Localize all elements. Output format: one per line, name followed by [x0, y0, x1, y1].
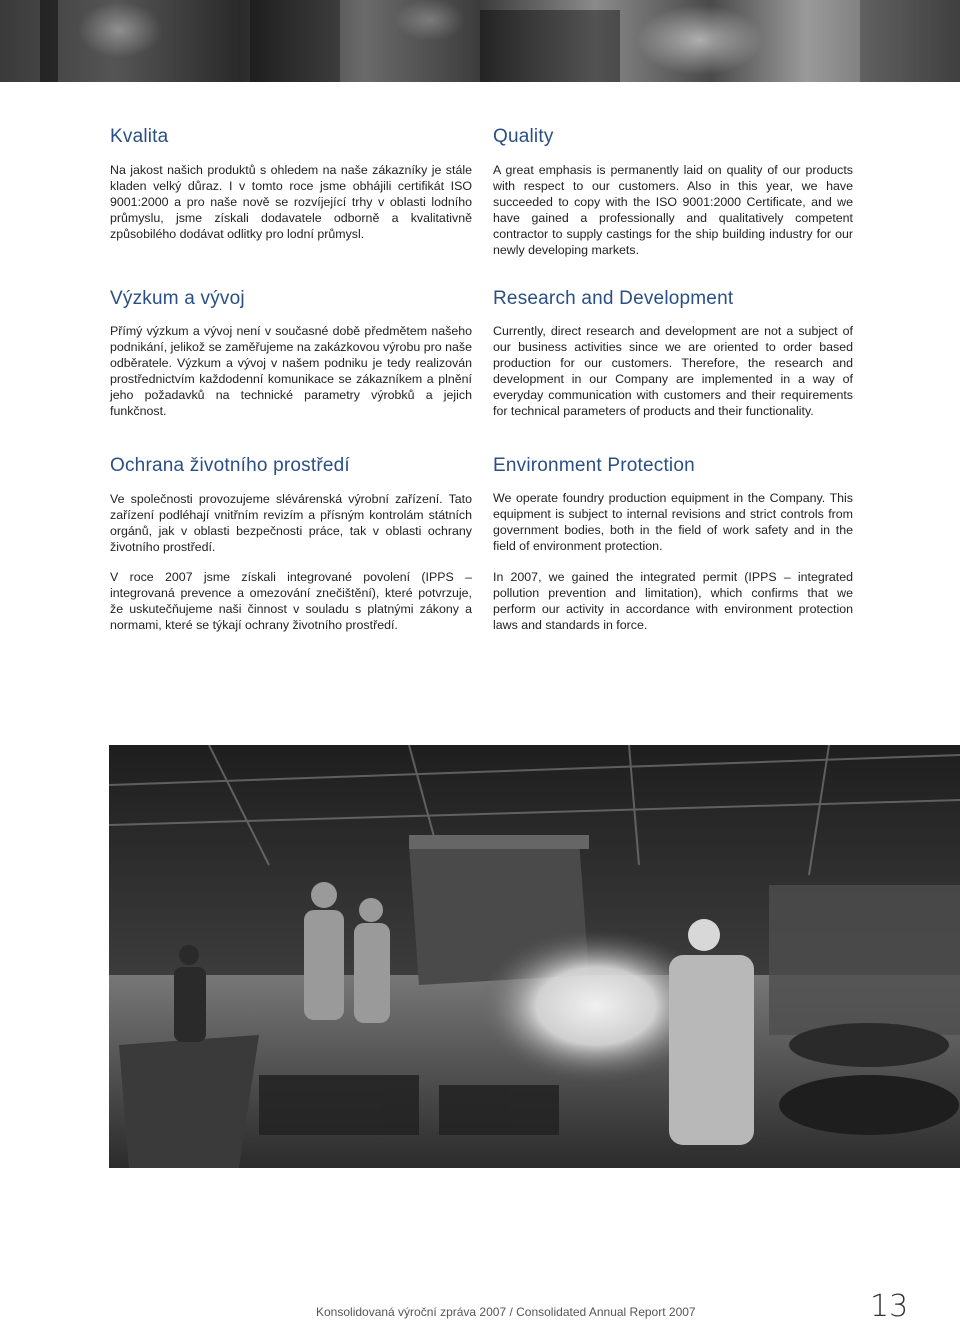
environment-text-cz-2: V roce 2007 jsme získali integrované povolení (IPPS – integrovaná prevence a omezování znečištění), které potvrzuje, že uskutečňujeme naši činnost v souladu s platnými zákony a normami, které se týkají ochrany životního prostředí. — [110, 570, 472, 632]
photo-shadow — [250, 0, 340, 82]
header-photo-strip — [0, 0, 960, 82]
research-heading-cz: Výzkum a vývoj — [110, 288, 245, 309]
quality-heading-en: Quality — [493, 126, 554, 147]
report-title: Konsolidovaná výroční zpráva 2007 / Consolidated Annual Report 2007 — [316, 1305, 696, 1319]
environment-text-en-1: We operate foundry production equipment in the Company. This equipment is subject to internal revisions and strict controls from government bodies, both in the field of work safety and in the field of environment protection. — [493, 491, 853, 553]
environment-heading-cz: Ochrana životního prostředí — [110, 455, 350, 476]
research-heading-en: Research and Development — [493, 288, 734, 309]
foundry-photo — [109, 745, 960, 1168]
environment-text-cz-1: Ve společnosti provozujeme slévárenská výrobní zařízení. Tato zařízení podléhají vnitřním revizím a přísným kontrolám státních orgánů, jak v oblasti bezpečnosti práce, tak v oblasti ochrany životního prostředí. — [110, 492, 472, 554]
photo-shadow — [480, 10, 620, 82]
research-text-en: Currently, direct research and development are not a subject of our business activities since we are oriented to order based production for our customers. Therefore, the research and development in our Company are implemented in a way of everyday communication with customers and their requirements for technical parameters of products and their functionality. — [493, 324, 853, 418]
quality-text-en: A great emphasis is permanently laid on quality of our products with respect to our customers. Also in this year, we have succeeded to copy with the ISO 9001:2000 Certificate, and we have gained a professionally and qualitatively competent contractor to supply castings for the ship building industry for our newly developing markets. — [493, 163, 853, 257]
page-number: 13 — [870, 1289, 909, 1324]
photo-shadow — [40, 0, 58, 82]
photo-shadow — [860, 0, 960, 82]
environment-text-en-2: In 2007, we gained the integrated permit (IPPS – integrated pollution prevention and limitation), which confirms that we perform our activity in accordance with environment protection laws and standards in force. — [493, 570, 853, 632]
environment-heading-en: Environment Protection — [493, 455, 695, 476]
quality-heading-cz: Kvalita — [110, 126, 169, 147]
quality-text-cz: Na jakost našich produktů s ohledem na naše zákazníky je stále kladen velký důraz. I v tomto roce jsme obhájili certifikát ISO 9001:2000 a pro naše nově se rozvíjející trhy v oblasti lodního průmyslu, jsme získali dodavatele odborně a kvalitativně způsobilého dodávat odlitky pro lodní průmysl. — [110, 163, 472, 241]
research-text-cz: Přímý výzkum a vývoj není v současné době předmětem našeho podnikání, jelikož se zaměřujeme na zakázkovou výrobu pro naše odběratele. Výzkum a vývoj v našem podniku je tedy realizován prostřednictvím každodenní komunikace se zákazníkem a plnění jeho požadavků na technické parametry výrobků a jejich funkčnost. — [110, 324, 472, 418]
